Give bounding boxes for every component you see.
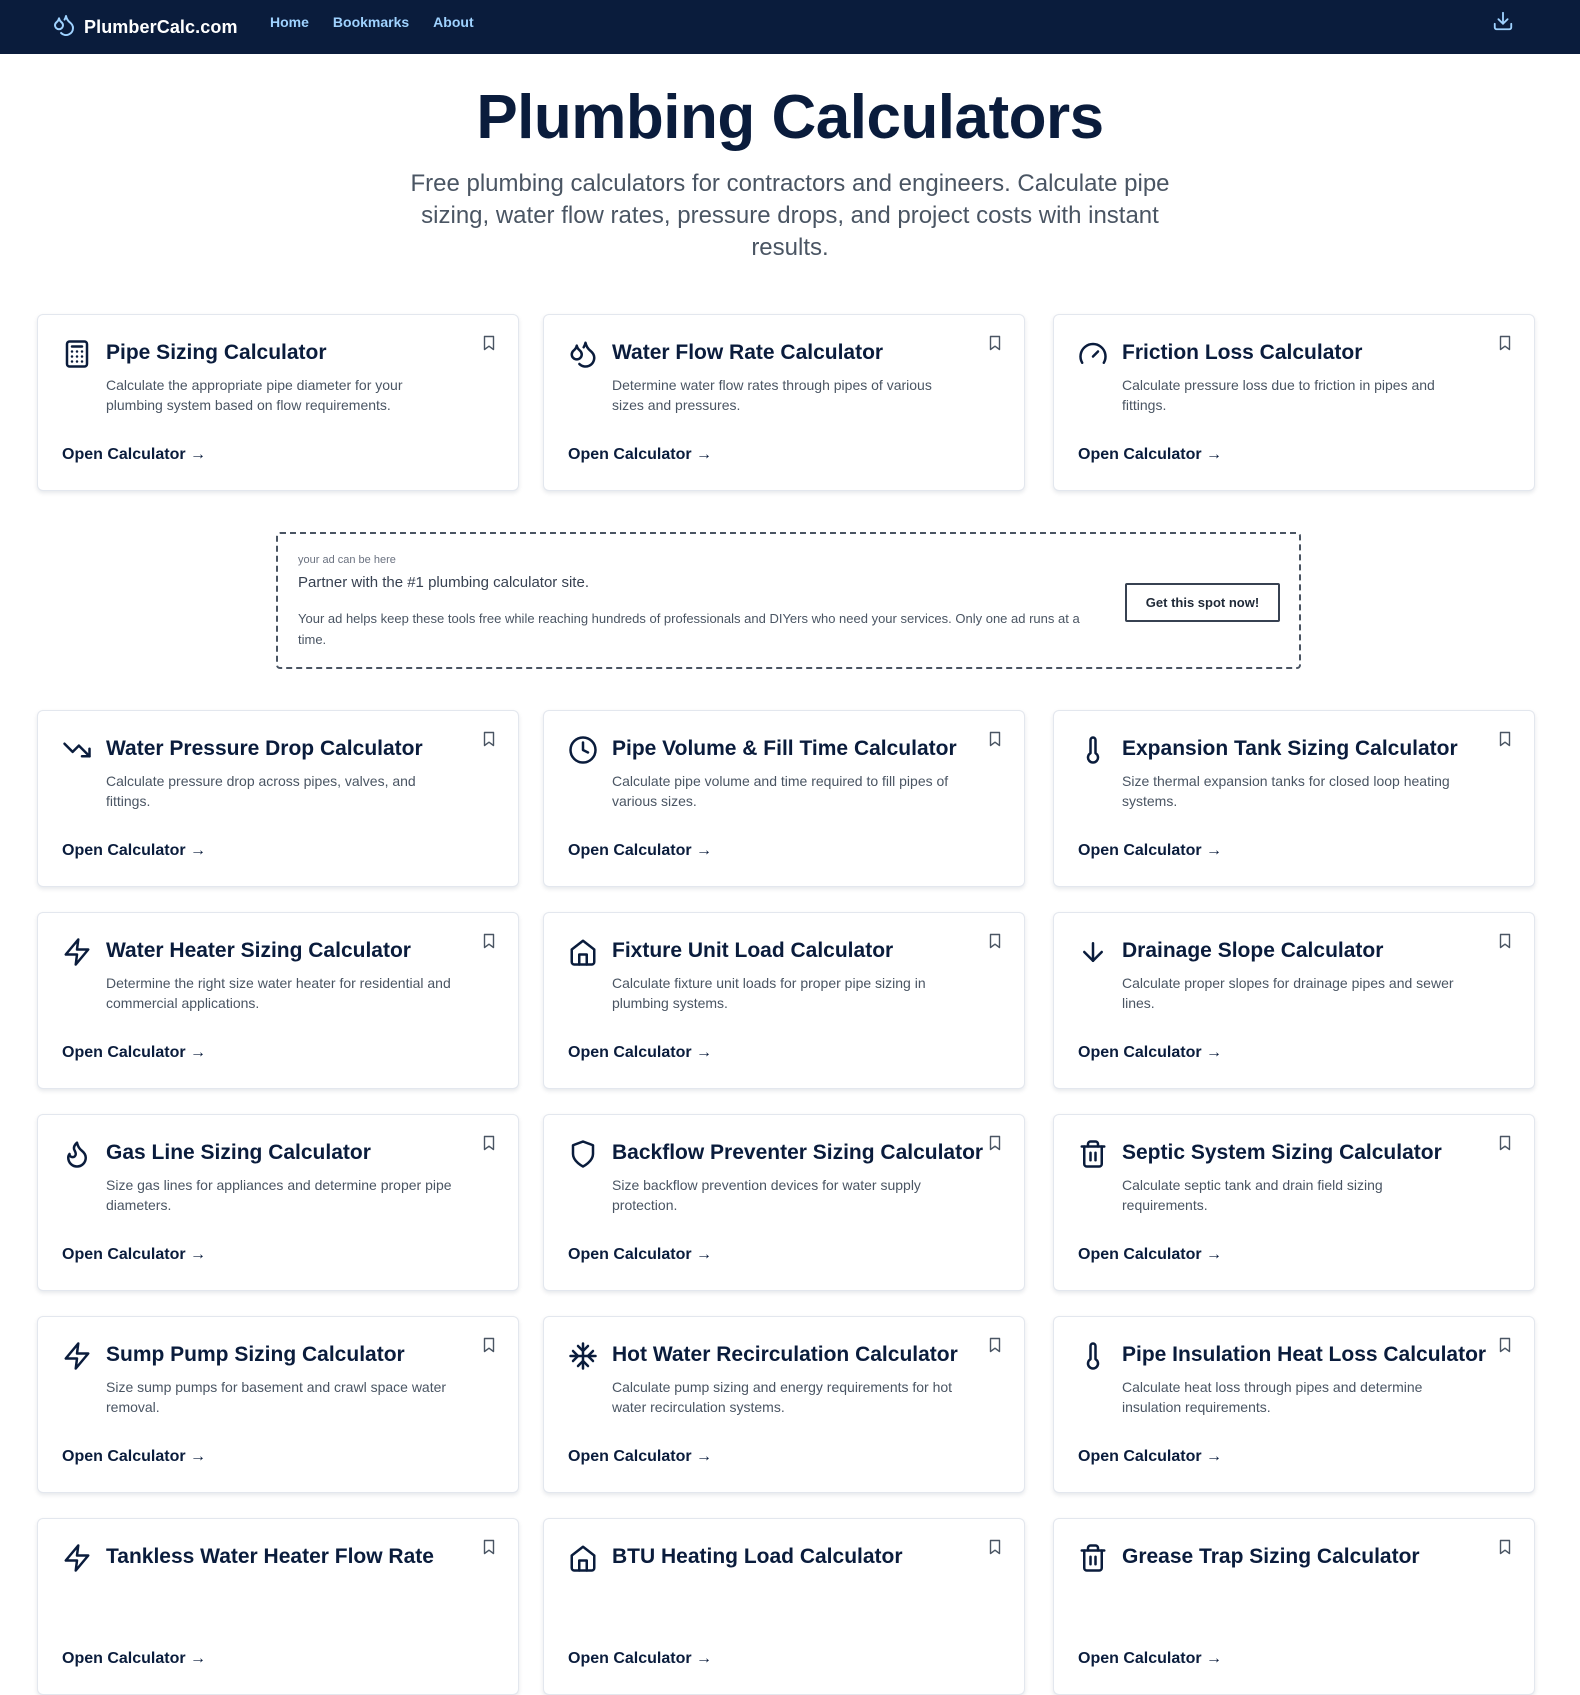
droplets-icon: [52, 13, 76, 42]
open-calculator-link[interactable]: Open Calculator →: [62, 446, 207, 463]
nav-links: [270, 12, 474, 32]
page-title: Plumbing Calculators: [476, 83, 1104, 152]
bookmark-icon[interactable]: [482, 933, 496, 949]
thermometer-icon: [1078, 1341, 1108, 1371]
download-icon: [1492, 10, 1514, 37]
top-navbar: [0, 0, 1580, 54]
calculator-card-title: Fixture Unit Load Calculator: [612, 939, 894, 962]
nav-home-link[interactable]: Home: [270, 14, 309, 30]
calculator-card[interactable]: [37, 1316, 519, 1493]
calculator-card[interactable]: [543, 1518, 1025, 1695]
snowflake-icon: [568, 1341, 598, 1371]
bookmark-icon[interactable]: [988, 933, 1002, 949]
calculator-card[interactable]: [37, 1518, 519, 1695]
bookmark-icon[interactable]: [1498, 731, 1512, 747]
calculator-card-description: Size thermal expansion tanks for closed loop heating systems.: [1122, 773, 1450, 809]
trash-icon: [1078, 1543, 1108, 1573]
open-calculator-link[interactable]: Open Calculator →: [1078, 1246, 1223, 1263]
zap-icon: [62, 1543, 92, 1573]
open-calculator-link[interactable]: Open Calculator →: [1078, 446, 1223, 463]
home-icon: [568, 937, 598, 967]
brand-name: PlumberCalc.com: [84, 16, 238, 37]
open-calculator-link[interactable]: Open Calculator →: [1078, 1650, 1223, 1667]
calculator-card-title: Hot Water Recirculation Calculator: [612, 1343, 958, 1366]
calculator-card[interactable]: [543, 1316, 1025, 1493]
calculator-card-description: Calculate pressure loss due to friction in pipes and fittings.: [1122, 377, 1435, 413]
arrow-down-icon: [1078, 937, 1108, 967]
calculator-card-description: Size backflow prevention devices for water supply protection.: [612, 1177, 921, 1213]
bookmark-icon[interactable]: [482, 1539, 496, 1555]
bookmark-icon[interactable]: [1498, 335, 1512, 351]
open-calculator-link[interactable]: Open Calculator →: [568, 1246, 713, 1263]
open-calculator-link[interactable]: Open Calculator →: [1078, 1044, 1223, 1061]
calculator-card[interactable]: [1053, 1114, 1535, 1291]
calculator-card[interactable]: [543, 912, 1025, 1089]
calculator-card[interactable]: [543, 314, 1025, 491]
open-calculator-link[interactable]: Open Calculator →: [62, 1650, 207, 1667]
calculator-card-title: Water Pressure Drop Calculator: [106, 737, 423, 760]
calculator-card[interactable]: [1053, 912, 1535, 1089]
bookmark-icon[interactable]: [988, 335, 1002, 351]
open-calculator-link[interactable]: Open Calculator →: [62, 842, 207, 859]
ad-cta-button[interactable]: Get this spot now!: [1125, 583, 1280, 622]
calculator-card-description: Calculate the appropriate pipe diameter for your plumbing system based on flow requirements.: [106, 377, 403, 413]
zap-icon: [62, 937, 92, 967]
bookmark-icon[interactable]: [988, 1135, 1002, 1151]
download-button[interactable]: [1490, 10, 1516, 36]
trending-down-icon: [62, 735, 92, 765]
gauge-icon: [1078, 339, 1108, 369]
ad-banner: [276, 532, 1301, 669]
open-calculator-link[interactable]: Open Calculator →: [1078, 1448, 1223, 1465]
clock-icon: [568, 735, 598, 765]
calculator-card-title: Drainage Slope Calculator: [1122, 939, 1384, 962]
zap-icon: [62, 1341, 92, 1371]
calculator-card-description: Calculate fixture unit loads for proper pipe sizing in plumbing systems.: [612, 975, 926, 1011]
open-calculator-link[interactable]: Open Calculator →: [568, 446, 713, 463]
bookmark-icon[interactable]: [1498, 1337, 1512, 1353]
open-calculator-link[interactable]: Open Calculator →: [568, 1448, 713, 1465]
calculator-card-title: Gas Line Sizing Calculator: [106, 1141, 371, 1164]
nav-about-link[interactable]: About: [433, 14, 474, 30]
calculator-card[interactable]: [1053, 1316, 1535, 1493]
bookmark-icon[interactable]: [482, 1337, 496, 1353]
calculator-card-title: Pipe Sizing Calculator: [106, 341, 327, 364]
bookmark-icon[interactable]: [482, 731, 496, 747]
calculator-card-description: Size gas lines for appliances and determine proper pipe diameters.: [106, 1177, 452, 1213]
bookmark-icon[interactable]: [1498, 1539, 1512, 1555]
ad-body: Your ad helps keep these tools free while reaching hundreds of professionals and DIYers who need your services. Only one ad runs at a time.: [298, 611, 1080, 647]
calculator-card-description: Calculate pipe volume and time required to fill pipes of various sizes.: [612, 773, 949, 809]
bookmark-icon[interactable]: [1498, 933, 1512, 949]
trash-icon: [1078, 1139, 1108, 1169]
open-calculator-link[interactable]: Open Calculator →: [568, 1044, 713, 1061]
ad-headline: Partner with the #1 plumbing calculator site.: [298, 574, 589, 591]
calculator-card[interactable]: [543, 1114, 1025, 1291]
calculator-card-title: Friction Loss Calculator: [1122, 341, 1363, 364]
open-calculator-link[interactable]: Open Calculator →: [1078, 842, 1223, 859]
calculator-card[interactable]: [1053, 710, 1535, 887]
brand-logo-link[interactable]: [52, 10, 238, 44]
bookmark-icon[interactable]: [1498, 1135, 1512, 1151]
bookmark-icon[interactable]: [988, 1539, 1002, 1555]
droplets-icon: [568, 339, 598, 369]
calculator-card-title: BTU Heating Load Calculator: [612, 1545, 903, 1568]
calculator-card-title: Sump Pump Sizing Calculator: [106, 1343, 405, 1366]
calculator-card-description: Determine water flow rates through pipes of various sizes and pressures.: [612, 377, 932, 413]
calculator-icon: [62, 339, 92, 369]
calculator-card-title: Water Heater Sizing Calculator: [106, 939, 411, 962]
calculator-card-description: Determine the right size water heater for residential and commercial applications.: [106, 975, 451, 1011]
calculator-card-title: Septic System Sizing Calculator: [1122, 1141, 1442, 1164]
calculator-card-title: Grease Trap Sizing Calculator: [1122, 1545, 1420, 1568]
calculator-card-description: Calculate heat loss through pipes and determine insulation requirements.: [1122, 1379, 1423, 1415]
ad-tag: your ad can be here: [298, 554, 396, 566]
shield-icon: [568, 1139, 598, 1169]
page-subtitle: Free plumbing calculators for contractors and engineers. Calculate pipe sizing, water flow rates, pressure drops, and project costs with instant results.: [410, 170, 1170, 261]
nav-bookmarks-link[interactable]: Bookmarks: [332, 14, 410, 30]
calculator-card-title: Pipe Volume & Fill Time Calculator: [612, 737, 957, 760]
open-calculator-link[interactable]: Open Calculator →: [62, 1044, 207, 1061]
flame-icon: [62, 1139, 92, 1169]
calculator-card[interactable]: [37, 912, 519, 1089]
calculator-card-description: Calculate septic tank and drain field sizing requirements.: [1122, 1177, 1383, 1213]
bookmark-icon[interactable]: [988, 1337, 1002, 1353]
calculator-card[interactable]: [543, 710, 1025, 887]
calculator-card-title: Tankless Water Heater Flow Rate: [106, 1545, 434, 1568]
calculator-card[interactable]: [1053, 314, 1535, 491]
calculator-card-title: Pipe Insulation Heat Loss Calculator: [1122, 1343, 1487, 1366]
open-calculator-link[interactable]: Open Calculator →: [62, 1448, 207, 1465]
calculator-card[interactable]: [37, 1114, 519, 1291]
bookmark-icon[interactable]: [482, 1135, 496, 1151]
calculator-card-title: Water Flow Rate Calculator: [612, 341, 884, 364]
thermometer-icon: [1078, 735, 1108, 765]
home-icon: [568, 1543, 598, 1573]
calculator-card-title: Backflow Preventer Sizing Calculator: [612, 1141, 984, 1164]
bookmark-icon[interactable]: [988, 731, 1002, 747]
calculator-card-description: Calculate pump sizing and energy requirements for hot water recirculation systems.: [612, 1379, 953, 1415]
calculator-card-title: Expansion Tank Sizing Calculator: [1122, 737, 1458, 760]
open-calculator-link[interactable]: Open Calculator →: [62, 1246, 207, 1263]
calculator-card[interactable]: [1053, 1518, 1535, 1695]
bookmark-icon[interactable]: [482, 335, 496, 351]
open-calculator-link[interactable]: Open Calculator →: [568, 842, 713, 859]
calculator-card-description: Size sump pumps for basement and crawl space water removal.: [106, 1379, 447, 1415]
calculator-card-description: Calculate pressure drop across pipes, valves, and fittings.: [106, 773, 416, 809]
calculator-card[interactable]: [37, 710, 519, 887]
calculator-card[interactable]: [37, 314, 519, 491]
open-calculator-link[interactable]: Open Calculator →: [568, 1650, 713, 1667]
calculator-card-description: Calculate proper slopes for drainage pipes and sewer lines.: [1122, 975, 1454, 1011]
